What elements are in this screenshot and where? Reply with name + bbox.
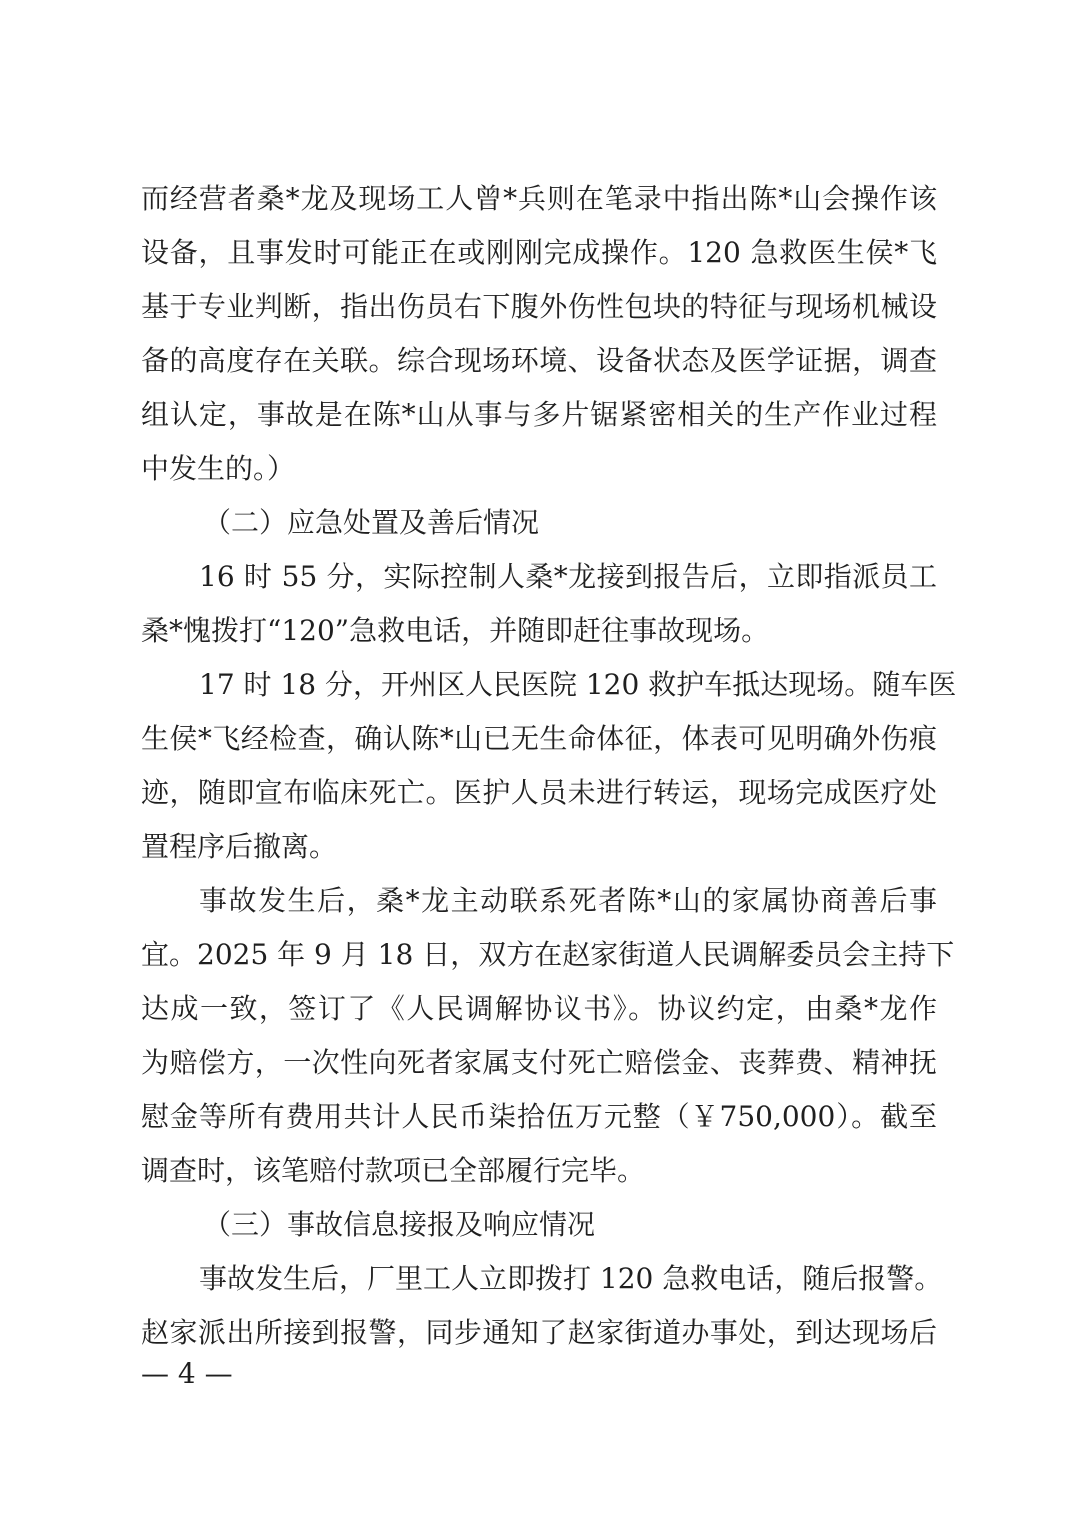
body-line: 事故发生后，桑*龙主动联系死者陈*山的家属协商善后事 — [199, 884, 937, 917]
section-heading: （三）事故信息接报及响应情况 — [203, 1208, 596, 1241]
body-line: 为赔偿方，一次性向死者家属支付死亡赔偿金、丧葬费、精神抚 — [141, 1046, 937, 1079]
document-body — [141, 172, 957, 1360]
page-number: — 4 — — [141, 1357, 233, 1390]
body-line: 组认定，事故是在陈*山从事与多片锯紧密相关的生产作业过程 — [141, 398, 937, 431]
body-line: 17 时 18 分，开州区人民医院 120 救护车抵达现场。随车医 — [199, 668, 957, 701]
body-line: 桑*愧拨打“120”急救电话，并随即赶往事故现场。 — [141, 614, 770, 647]
section-heading: （二）应急处置及善后情况 — [203, 506, 540, 539]
body-line: 而经营者桑*龙及现场工人曾*兵则在笔录中指出陈*山会操作该 — [141, 182, 937, 215]
body-line: 16 时 55 分，实际控制人桑*龙接到报告后，立即指派员工 — [199, 560, 937, 593]
body-line: 宜。2025 年 9 月 18 日，双方在赵家街道人民调解委员会主持下 — [141, 938, 955, 971]
body-line: 迹，随即宣布临床死亡。医护人员未进行转运，现场完成医疗处 — [141, 776, 937, 809]
body-line: 设备，且事发时可能正在或刚刚完成操作。120 急救医生侯*飞 — [141, 236, 937, 269]
body-line: 达成一致，签订了《人民调解协议书》。协议约定，由桑*龙作 — [141, 992, 937, 1025]
body-line: 基于专业判断，指出伤员右下腹外伤性包块的特征与现场机械设 — [141, 290, 937, 323]
body-line: 置程序后撤离。 — [141, 830, 338, 863]
body-line: 生侯*飞经检查，确认陈*山已无生命体征，体表可见明确外伤痕 — [141, 722, 937, 755]
body-line: 备的高度存在关联。综合现场环境、设备状态及医学证据，调查 — [141, 344, 937, 377]
body-line: 中发生的。） — [141, 452, 296, 485]
body-line: 调查时，该笔赔付款项已全部履行完毕。 — [141, 1154, 646, 1187]
body-line: 事故发生后，厂里工人立即拨打 120 急救电话，随后报警。 — [199, 1262, 943, 1295]
body-line: 慰金等所有费用共计人民币柒拾伍万元整（￥750,000）。截至 — [141, 1100, 937, 1133]
body-line: 赵家派出所接到报警，同步通知了赵家街道办事处，到达现场后 — [141, 1316, 937, 1349]
